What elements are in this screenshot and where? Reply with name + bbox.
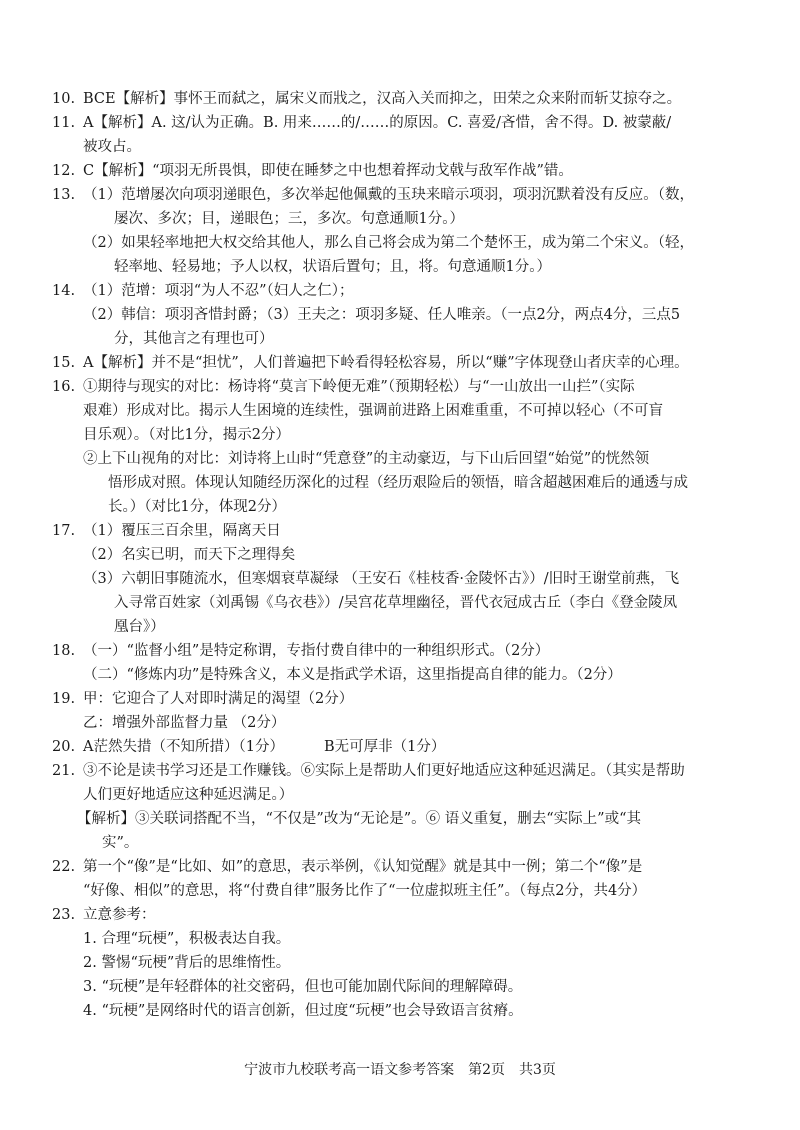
answer-text-b: B无可厚非（1分） bbox=[323, 739, 446, 755]
answer-11-cont: 被攻占。 bbox=[83, 139, 141, 155]
answer-13-cont: 屡次、多次；目，递眼色；三，多次。句意通顺1分。） bbox=[114, 211, 464, 227]
answer-22-cont: “好像、相似”的意思，将“付费自律”服务比作了“一位虚拟班主任”。（每点2分，共4分） bbox=[83, 883, 647, 899]
answer-text: 第一个“像”是“比如、如”的意思，表示举例，《认知觉醒》就是其中一例；第二个“像”是 bbox=[83, 859, 643, 875]
answer-16 bbox=[52, 375, 757, 399]
answer-13-part2: （2）如果轻率地把大权交给其他人，那么自己将会成为第二个楚怀王，成为第二个宋义。（轻， bbox=[83, 235, 694, 251]
answer-text: C【解析】“项羽无所畏惧，即使在睡梦之中也想着挥动戈戟与敌军作战”错。 bbox=[83, 163, 573, 179]
answer-17-part3: （3）六朝旧事随流水，但寒烟衰草凝绿 （王安石《桂枝香·金陵怀古》）/旧时王谢堂前燕，飞 bbox=[83, 571, 680, 587]
answer-text: ①期待与现实的对比：杨诗将“莫言下岭便无难”（预期轻松）与“一山放出一山拦”（实际 bbox=[83, 379, 635, 395]
answer-21-analysis: 【解析】③关联词搭配不当，“不仅是”改为“无论是”。⑥ 语义重复，删去“实际上”或“其 bbox=[77, 811, 641, 827]
question-number: 17. bbox=[52, 523, 76, 539]
answer-12 bbox=[52, 159, 757, 183]
question-number: 12. bbox=[52, 163, 76, 179]
answer-11 bbox=[52, 111, 757, 135]
answer-text: （一）“监督小组”是特定称谓，专指付费自律中的一种组织形式。（2分） bbox=[83, 643, 550, 659]
answer-16-part2-cont: 长。）（对比1分，体现2分） bbox=[108, 499, 286, 515]
answer-16-cont: 目乐观）。（对比1分，揭示2分） bbox=[83, 427, 290, 443]
idea-item: 1. 合理“玩梗”，积极表达自我。 bbox=[83, 931, 291, 947]
answer-content bbox=[52, 87, 757, 1023]
answer-14-cont: 分，其他言之有理也可） bbox=[114, 331, 274, 347]
question-number: 15. bbox=[52, 355, 76, 371]
question-number: 20. bbox=[52, 739, 76, 755]
answer-14-part2: （2）韩信：项羽吝惜封爵；（3）王夫之：项羽多疑、任人唯亲。（一点2分，两点4分，三点5 bbox=[83, 307, 681, 323]
answer-21 bbox=[52, 759, 757, 783]
answer-text: （1）覆压三百余里，隔离天日 bbox=[83, 523, 281, 539]
answer-19-part2: 乙：增强外部监督力量 （2分） bbox=[83, 715, 286, 731]
answer-22 bbox=[52, 855, 757, 879]
answer-15 bbox=[52, 351, 757, 375]
question-number: 22. bbox=[52, 859, 76, 875]
answer-17-part3-cont: 入寻常百姓家（刘禹锡《乌衣巷》）/吴宫花草埋幽径，晋代衣冠成古丘（李白《登金陵凤 bbox=[114, 595, 678, 611]
answer-21-cont: 人们更好地适应这种延迟满足。） bbox=[83, 787, 294, 803]
answer-text-a: A茫然失措（不知所措）（1分） bbox=[83, 739, 284, 755]
answer-text: （1）范增：项羽“为人不忍”（妇人之仁）； bbox=[83, 283, 354, 299]
idea-item: 4. “玩梗”是网络时代的语言创新，但过度“玩梗”也会导致语言贫瘠。 bbox=[83, 1003, 523, 1019]
answer-text: ③不论是读书学习还是工作赚钱。⑥实际上是帮助人们更好地适应这种延迟满足。（其实是帮助 bbox=[83, 763, 685, 779]
answer-16-part2: ②上下山视角的对比：刘诗将上山时“凭意登”的主动豪迈，与下山后回望“始觉”的恍然领 bbox=[83, 451, 650, 467]
answer-text: 立意参考： bbox=[83, 907, 156, 923]
page-footer: 宁波市九校联考高一语文参考答案 第2页 共3页 bbox=[244, 1062, 556, 1078]
question-number: 23. bbox=[52, 907, 76, 923]
answer-14 bbox=[52, 279, 757, 303]
answer-16-part2-cont: 悟形成对照。体现认知随经历深化的过程（经历艰险后的领悟，暗含超越困难后的通透与成 bbox=[108, 475, 688, 491]
answer-17-part2: （2）名实已明，而天下之理得矣 bbox=[83, 547, 296, 563]
answer-17-part3-cont: 凰台》） bbox=[114, 619, 165, 635]
question-number: 16. bbox=[52, 379, 76, 395]
question-number: 13. bbox=[52, 187, 76, 203]
answer-13 bbox=[52, 183, 757, 207]
answer-17 bbox=[52, 519, 757, 543]
answer-text: （1）范增屡次向项羽递眼色，多次举起他佩戴的玉玦来暗示项羽，项羽沉默着没有反应。（数， bbox=[83, 187, 694, 203]
idea-item: 2. 警惕“玩梗”背后的思维惰性。 bbox=[83, 955, 291, 971]
answer-text: BCE【解析】事怀王而弑之，属宋义而戕之，汉高入关而抑之，田荣之众来附而斩艾掠夺之。 bbox=[83, 91, 682, 107]
question-number: 18. bbox=[52, 643, 76, 659]
question-number: 21. bbox=[52, 763, 76, 779]
question-number: 14. bbox=[52, 283, 76, 299]
answer-text: A【解析】并不是“担忧”，人们普遍把下岭看得轻松容易，所以“赚”字体现登山者庆幸的心理。 bbox=[83, 355, 689, 371]
idea-item: 3. “玩梗”是年轻群体的社交密码，但也可能加剧代际间的理解障碍。 bbox=[83, 979, 523, 995]
answer-16-cont: 艰难）形成对比。揭示人生困境的连续性，强调前进路上困难重重，不可掉以轻心（不可盲 bbox=[83, 403, 663, 419]
answer-21-analysis-cont: 实”。 bbox=[102, 835, 139, 851]
answer-10 bbox=[52, 87, 757, 111]
answer-13-part2-cont: 轻率地、轻易地；予人以权，状语后置句；且，将。句意通顺1分。） bbox=[114, 259, 551, 275]
question-number: 11. bbox=[52, 115, 76, 131]
answer-20 bbox=[52, 735, 757, 759]
answer-18-part2: （二）“修炼内功”是特殊含义，本义是指武学术语，这里指提高自律的能力。（2分） bbox=[83, 667, 622, 683]
answer-18 bbox=[52, 639, 757, 663]
answer-19 bbox=[52, 687, 757, 711]
answer-text: A【解析】A. 这/认为正确。B. 用来……的/……的原因。C. 喜爱/吝惜，舍不得。D. 被蒙蔽/ bbox=[83, 115, 672, 131]
question-number: 10. bbox=[52, 91, 76, 107]
answer-23 bbox=[52, 903, 757, 927]
question-number: 19. bbox=[52, 691, 76, 707]
answer-text: 甲：它迎合了人对即时满足的渴望（2分） bbox=[83, 691, 354, 707]
